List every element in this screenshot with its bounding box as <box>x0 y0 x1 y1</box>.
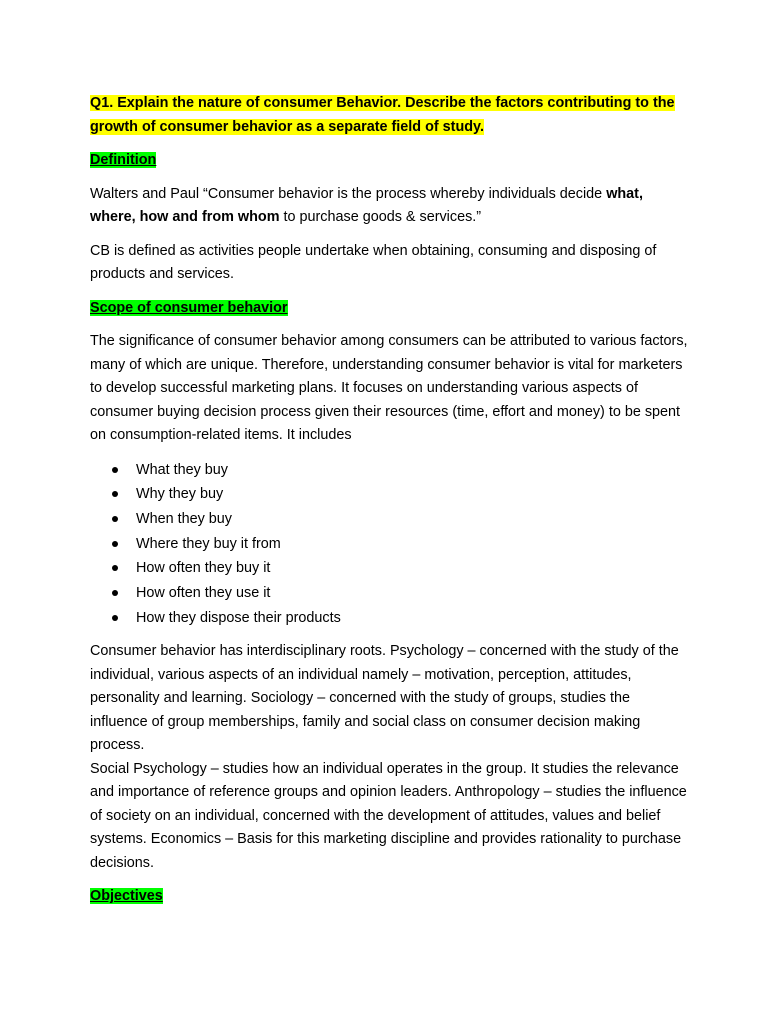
definition-text-after: to purchase goods & services.” <box>279 209 482 225</box>
list-item: How they dispose their products <box>136 606 690 631</box>
objectives-heading-text: Objectives <box>90 888 163 905</box>
list-item: How often they use it <box>136 581 690 606</box>
definition-paragraph <box>90 183 690 230</box>
list-item: When they buy <box>136 507 690 532</box>
list-item: Why they buy <box>136 482 690 507</box>
document-body <box>90 92 690 919</box>
definition-text-before: Walters and Paul “Consumer behavior is the process whereby individuals decide <box>90 185 607 202</box>
scope-list <box>90 458 690 631</box>
cb-definition-paragraph: CB is defined as activities people undertake when obtaining, consuming and disposing of products and services. <box>90 242 657 282</box>
definition-heading <box>90 149 690 173</box>
definition-text-bold: what, where, how and from whom <box>90 185 643 225</box>
scope-heading <box>90 297 690 321</box>
question-heading <box>90 92 690 139</box>
scope-heading-text: Scope of consumer behavior <box>90 299 288 316</box>
roots-paragraph-1: Consumer behavior has interdisciplinary roots. Psychology – concerned with the study of the individual, various aspects of an individual namely – motivation, perception, attitudes, personality and learning. Sociology – concerned with the study of groups, studies the influence of group memberships, family and social class on consumer decision making process. <box>90 643 679 754</box>
question-text: Q1. Explain the nature of consumer Behavior. Describe the factors contributing to the growth of consumer behavior as a separate field of study. <box>90 95 675 135</box>
objectives-heading <box>90 885 690 909</box>
list-item: What they buy <box>136 458 690 483</box>
list-item: Where they buy it from <box>136 532 690 557</box>
definition-heading-text: Definition <box>90 152 157 168</box>
scope-paragraph: The significance of consumer behavior among consumers can be attributed to various factors, many of which are unique. Therefore, understanding consumer behavior is vital for marketers to develop successful marketing plans. It focuses on understanding various aspects of consumer buying decision process given their resources (time, effort and money) to be spent on consumption-related items. It includes <box>90 333 688 443</box>
list-item: How often they buy it <box>136 556 690 581</box>
roots-paragraph-2: Social Psychology – studies how an individual operates in the group. It studies the relevance and importance of reference groups and opinion leaders. Anthropology – studies the influence of society on an individual, concerned with the development of attitudes, values and belief systems. Economics – Basis for this marketing discipline and provides rationality to purchase decisions. <box>90 760 687 871</box>
